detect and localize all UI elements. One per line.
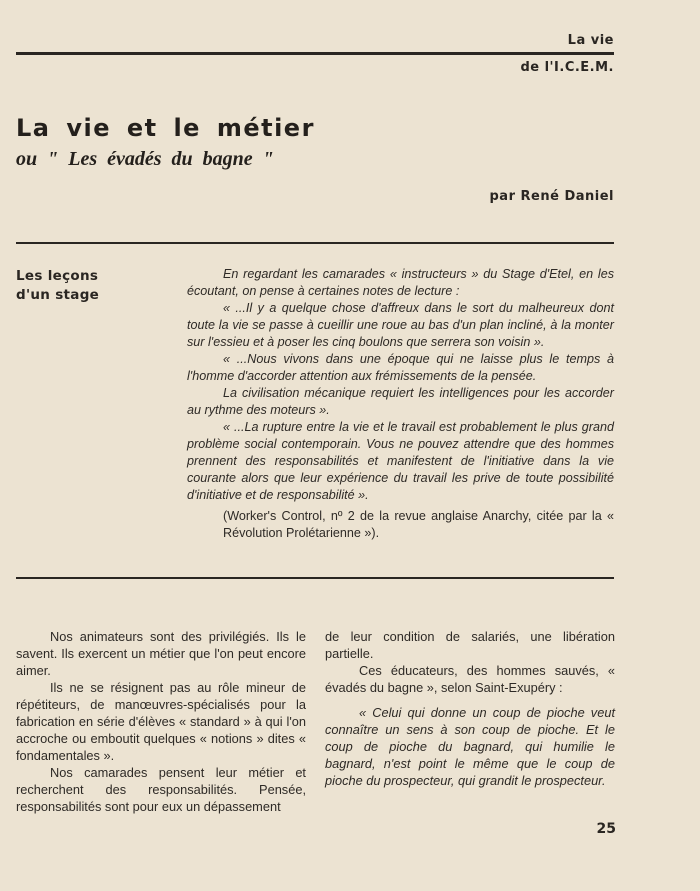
body-quote: « Celui qui donne un coup de pioche veut connaître un sens à son coup de pioche. Et le coup de pioche du bagnard, qui humilie le bagnard, n'est point le même que le coup de pioche du prospecteur, qui grandit le prospecteur. bbox=[325, 705, 615, 788]
side-heading bbox=[16, 267, 126, 305]
section-tag-line2: de l'I.C.E.M. bbox=[520, 60, 614, 75]
quote-block bbox=[187, 266, 614, 542]
header-rule bbox=[16, 52, 614, 55]
side-heading-line1: Les leçons bbox=[16, 268, 99, 284]
page-number: 25 bbox=[596, 821, 616, 837]
quote-paragraph: « ...Il y a quelque chose d'affreux dans le sort du malheureux dont toute la vie se passe à cueillir une roue au bas d'un plan incliné, à la monter sur l'essieu et à poser les cinq boulons que serrera son voisin ». bbox=[187, 301, 614, 349]
section-rule-top bbox=[16, 242, 614, 244]
body-paragraph: Nos camarades pensent leur métier et recherchent des responsabilités. Pensée, responsabilités sont pour eux un dépassement bbox=[16, 765, 306, 814]
body-paragraph: Ils ne se résignent pas au rôle mineur de répétiteurs, de manœuvres-spécialisés pour la fabrication en série d'élèves « standard » à qui l'on accroche ou emboutit quelques « notions » dites « fondamentales ». bbox=[16, 680, 306, 763]
quote-paragraph: « ...Nous vivons dans une époque qui ne laisse plus le temps à l'homme d'accorder attention aux frémissements de la pensée. bbox=[187, 352, 614, 383]
section-tag-line1: La vie bbox=[567, 33, 614, 48]
body-paragraph: Ces éducateurs, des hommes sauvés, « évadés du bagne », selon Saint-Exupéry : bbox=[325, 663, 615, 695]
body-right-column bbox=[325, 628, 615, 789]
quote-paragraph: En regardant les camarades « instructeurs » du Stage d'Etel, en les écoutant, on pense à certaines notes de lecture : bbox=[187, 267, 614, 298]
article-title: La vie et le métier bbox=[16, 114, 315, 142]
quote-paragraph: « ...La rupture entre la vie et le travail est probablement le plus grand problème social contemporain. Vous ne pouvez attendre que des hommes prennent des responsabilités et manifestent de l'initiative dans la vie courante alors que leur expérience du travail les prive de toute possibilité d'initiative et de responsabilité ». bbox=[187, 420, 614, 502]
body-left-column bbox=[16, 628, 306, 815]
side-heading-line2: d'un stage bbox=[16, 287, 100, 303]
quote-citation: (Worker's Control, nº 2 de la revue anglaise Anarchy, citée par la « Révolution Prolétarienne »). bbox=[223, 509, 614, 540]
body-paragraph-continued: de leur condition de salariés, une libération partielle. bbox=[325, 629, 615, 661]
section-rule-bottom bbox=[16, 577, 614, 579]
article-author: par René Daniel bbox=[489, 189, 614, 204]
article-subtitle: ou " Les évadés du bagne " bbox=[16, 148, 274, 170]
quote-paragraph: La civilisation mécanique requiert les intelligences pour les accorder au rythme des moteurs ». bbox=[187, 386, 614, 417]
body-paragraph: Nos animateurs sont des privilégiés. Ils le savent. Ils exercent un métier que l'on peut encore aimer. bbox=[16, 629, 306, 678]
